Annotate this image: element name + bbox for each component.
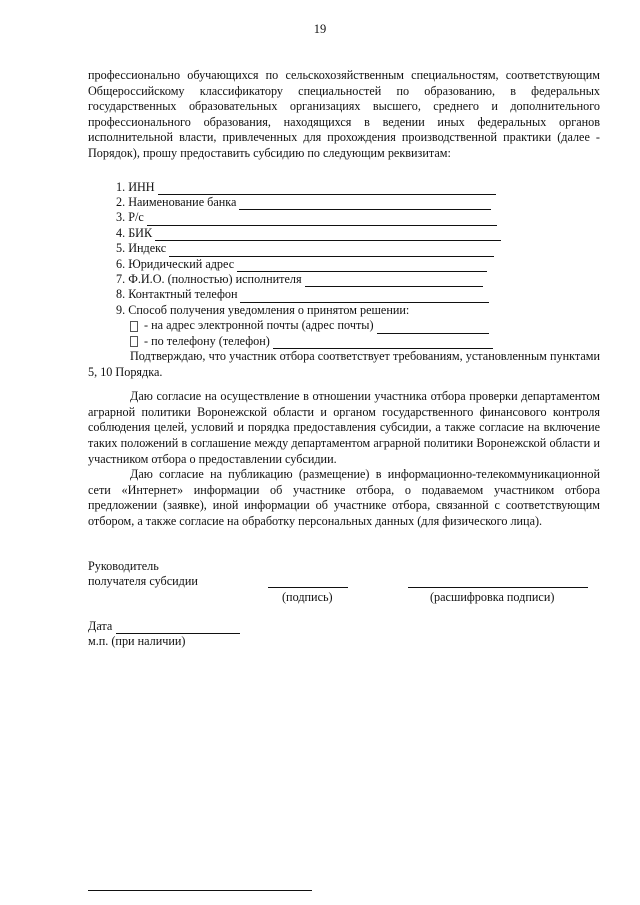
option-label: - на адрес электронной почты (адрес почты) <box>144 318 374 333</box>
signature-decryption-field[interactable] <box>408 586 588 588</box>
stamp-label: м.п. (при наличии) <box>88 634 186 649</box>
date-label: Дата <box>88 619 113 633</box>
requisite-label: 9. Способ получения уведомления о принятом решении: <box>116 302 410 317</box>
date-row <box>88 619 240 634</box>
phone-number-field[interactable] <box>273 337 493 349</box>
notification-option-email <box>130 318 600 333</box>
requisite-notification-method <box>116 303 600 318</box>
signature-field[interactable] <box>268 586 348 588</box>
option-label: - по телефону (телефон) <box>144 333 270 348</box>
executor-name-field[interactable] <box>305 275 483 287</box>
requisite-label: 3. Р/с <box>116 210 144 225</box>
date-field[interactable] <box>116 622 240 634</box>
email-checkbox[interactable] <box>130 321 138 332</box>
requisite-bik <box>116 226 600 241</box>
signer-role-line1: Руководитель <box>88 559 159 573</box>
requisite-contact-phone <box>116 287 600 302</box>
consent-audit-paragraph: Даю согласие на осуществление в отношении участника отбора проверки департаментом аграрной политики Воронежской области и органом государственного финансового контроля соблюдения целей, условий и порядка предоставления субсидии, а также согласие на включение таких положений в соглашение между департаментом аграрной политики Воронежской области и участником отбора о предоставлении субсидии. <box>88 389 600 466</box>
requisite-label: 4. БИК <box>116 225 153 240</box>
requisites-list <box>116 180 600 349</box>
date-block <box>88 619 240 650</box>
requisite-label: 8. Контактный телефон <box>116 287 238 302</box>
requisite-legal-address <box>116 257 600 272</box>
requisite-account <box>116 210 600 225</box>
intro-paragraph: профессионально обучающихся по сельскохозяйственным специальностям, соответствующим Общероссийскому классификатору специальностей по образованию, в федеральных государственных образовательных организациях высшего, среднего и дополнительного профессионального образования, находящихся в ведении иных федеральных органов исполнительной власти, привлеченных для прохождения производственной практики (далее - Порядок), прошу предоставить субсидию по следующим реквизитам: <box>88 68 600 160</box>
footer-rule <box>88 890 312 891</box>
legal-address-field[interactable] <box>237 260 487 272</box>
signer-role-line2: получателя субсидии <box>88 574 198 589</box>
requisite-label: 2. Наименование банка <box>116 194 237 209</box>
signature-caption: (подпись) <box>282 590 333 604</box>
phone-checkbox[interactable] <box>130 336 138 347</box>
requisite-label: 1. ИНН <box>116 179 155 194</box>
page-number: 19 <box>313 22 327 36</box>
bank-name-field[interactable] <box>239 198 491 210</box>
requisite-index <box>116 241 600 256</box>
email-address-field[interactable] <box>377 322 489 334</box>
confirm-paragraph: Подтверждаю, что участник отбора соответствует требованиям, установленным пунктами 5, 10 Порядка. <box>88 349 600 379</box>
document-body <box>88 68 600 530</box>
contact-phone-field[interactable] <box>240 291 489 303</box>
requisite-label: 7. Ф.И.О. (полностью) исполнителя <box>116 272 302 286</box>
index-field[interactable] <box>169 245 494 257</box>
requisite-inn <box>116 180 600 195</box>
requisite-executor-name <box>116 272 600 287</box>
account-field[interactable] <box>147 214 497 226</box>
notification-option-phone <box>130 334 600 349</box>
consent-publication-paragraph: Даю согласие на публикацию (размещение) в информационно-телекоммуникационной сети «Интернет» информации об участнике отбора, о подаваемом участником отбора предложении (заявке), иной информации об участнике отбора, связанной с соответствующим отбором, а также согласие на обработку персональных данных (для физического лица). <box>88 467 600 528</box>
bik-field[interactable] <box>155 229 501 241</box>
inn-field[interactable] <box>158 183 496 195</box>
requisite-bank-name <box>116 195 600 210</box>
signature-decryption-caption: (расшифровка подписи) <box>430 590 555 604</box>
requisite-label: 6. Юридический адрес <box>116 256 235 271</box>
requisite-label: 5. Индекс <box>116 241 167 256</box>
